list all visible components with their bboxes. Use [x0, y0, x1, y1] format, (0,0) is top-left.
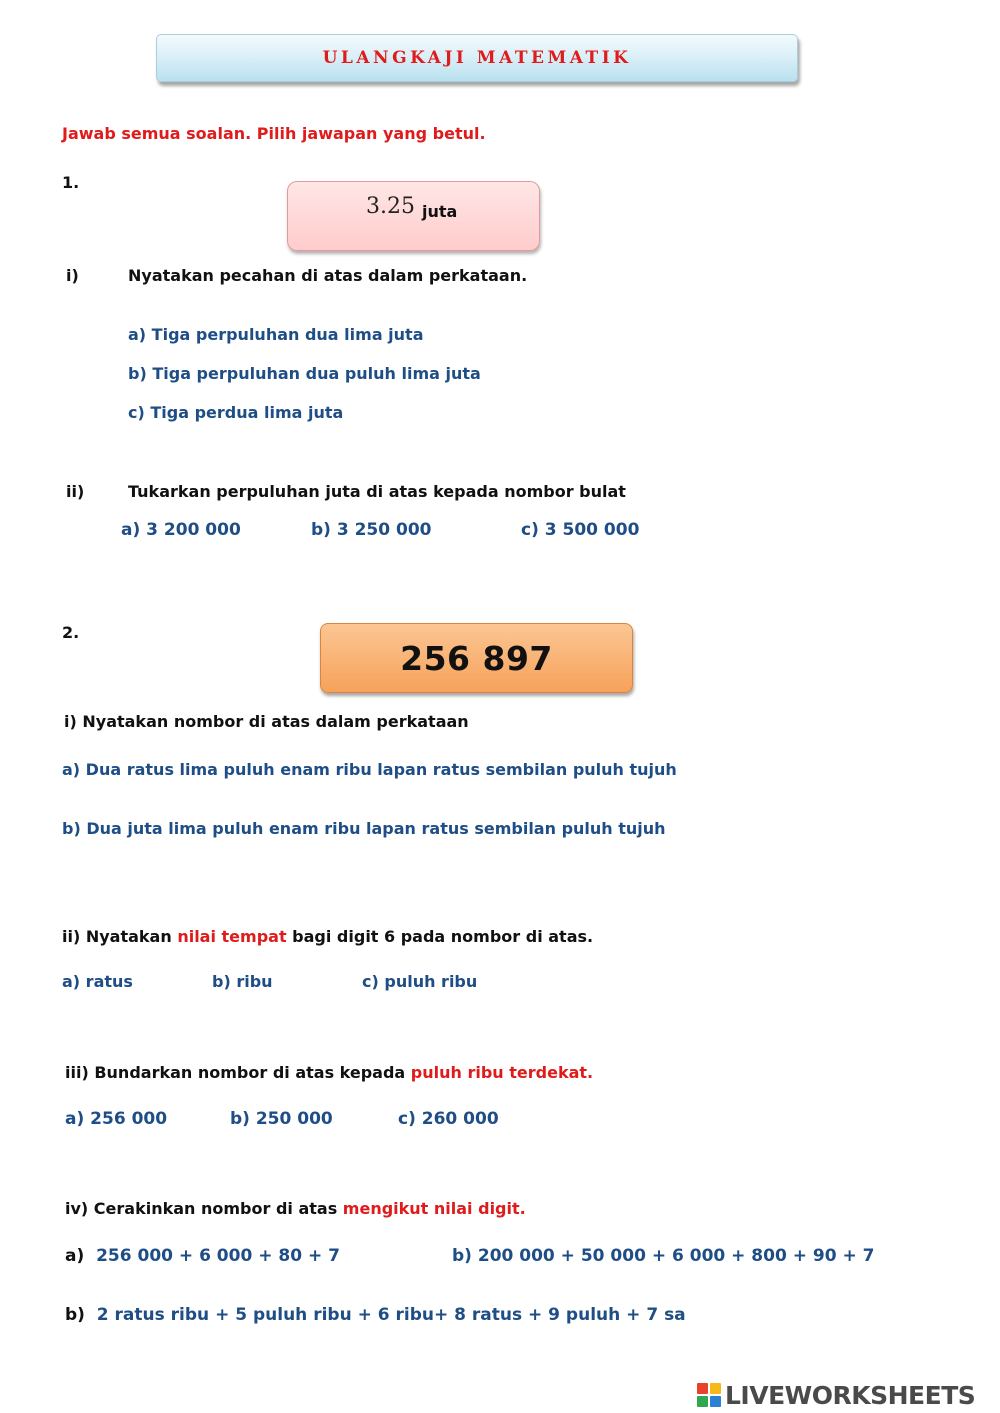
q2-iii-option-a[interactable]: a) 256 000: [65, 1109, 168, 1129]
q2-iv-option-b-letter: b): [452, 1246, 472, 1266]
q2-i-option-a[interactable]: a) Dua ratus lima puluh enam ribu lapan ratus sembilan puluh tujuh: [62, 760, 677, 779]
q2-iii-question: [65, 1063, 593, 1082]
q2-iii-option-b[interactable]: b) 250 000: [230, 1109, 333, 1129]
q2-value-box: [320, 623, 633, 693]
q2-iv-option-b-text: 200 000 + 50 000 + 6 000 + 800 + 90 + 7: [477, 1246, 875, 1266]
q2-iv-question: [65, 1199, 526, 1218]
q1-i-question: Nyatakan pecahan di atas dalam perkataan.: [128, 266, 528, 285]
q2-i-option-b[interactable]: b) Dua juta lima puluh enam ribu lapan ratus sembilan puluh tujuh: [62, 819, 666, 838]
instruction-text: Jawab semua soalan. Pilih jawapan yang betul.: [62, 124, 486, 143]
page-title: ULANGKAJI MATEMATIK: [322, 48, 632, 68]
q1-ii-option-b[interactable]: b) 3 250 000: [311, 520, 432, 540]
q1-ii-label: ii): [66, 482, 85, 501]
q1-i-option-a[interactable]: a) Tiga perpuluhan dua lima juta: [128, 325, 424, 344]
q1-number: 1.: [62, 173, 80, 192]
q2-ii-option-c[interactable]: c) puluh ribu: [362, 972, 478, 991]
q2-ii-option-b[interactable]: b) ribu: [212, 972, 273, 991]
q2-iv-highlight: mengikut nilai digit.: [342, 1199, 526, 1218]
q2-ii-highlight: nilai tempat: [177, 927, 287, 946]
q1-ii-question: Tukarkan perpuluhan juta di atas kepada nombor bulat: [128, 482, 626, 501]
liveworksheets-watermark: [697, 1378, 975, 1412]
q2-iv-option-c-text: 2 ratus ribu + 5 puluh ribu + 6 ribu+ 8 ratus + 9 puluh + 7 sa: [96, 1305, 686, 1325]
q2-iv-prefix: iv) Cerakinkan nombor di atas: [65, 1199, 343, 1218]
q1-ii-option-c[interactable]: c) 3 500 000: [521, 520, 640, 540]
q2-number: 2.: [62, 623, 80, 642]
q1-value: 3.25: [366, 194, 415, 219]
q2-iv-option-b[interactable]: [452, 1246, 874, 1266]
q2-ii-suffix: bagi digit 6 pada nombor di atas.: [286, 927, 594, 946]
liveworksheets-logo-icon: [697, 1383, 721, 1407]
q1-i-option-b[interactable]: b) Tiga perpuluhan dua puluh lima juta: [128, 364, 481, 383]
title-banner: [156, 34, 798, 82]
q2-iv-option-a[interactable]: [65, 1246, 340, 1266]
q1-i-label: i): [66, 266, 79, 285]
q2-value: 256 897: [400, 638, 553, 678]
q2-iv-option-c-letter: b): [65, 1305, 85, 1325]
q1-i-option-c[interactable]: c) Tiga perdua lima juta: [128, 403, 344, 422]
watermark-text: LIVEWORKSHEETS: [725, 1380, 976, 1410]
q2-ii-option-a[interactable]: a) ratus: [62, 972, 133, 991]
q2-iv-option-c[interactable]: [65, 1305, 686, 1325]
q2-iii-highlight: puluh ribu terdekat.: [410, 1063, 594, 1082]
q2-iv-option-a-text: 256 000 + 6 000 + 80 + 7: [96, 1246, 340, 1266]
q1-unit: juta: [422, 202, 458, 221]
q2-ii-question: [62, 927, 593, 946]
q2-i-question: i) Nyatakan nombor di atas dalam perkataan: [64, 712, 469, 731]
q2-ii-prefix: ii) Nyatakan: [62, 927, 178, 946]
q2-iii-option-c[interactable]: c) 260 000: [398, 1109, 499, 1129]
q1-ii-option-a[interactable]: a) 3 200 000: [121, 520, 241, 540]
q2-iii-prefix: iii) Bundarkan nombor di atas kepada: [65, 1063, 411, 1082]
q2-iv-option-a-letter: a): [65, 1246, 85, 1266]
